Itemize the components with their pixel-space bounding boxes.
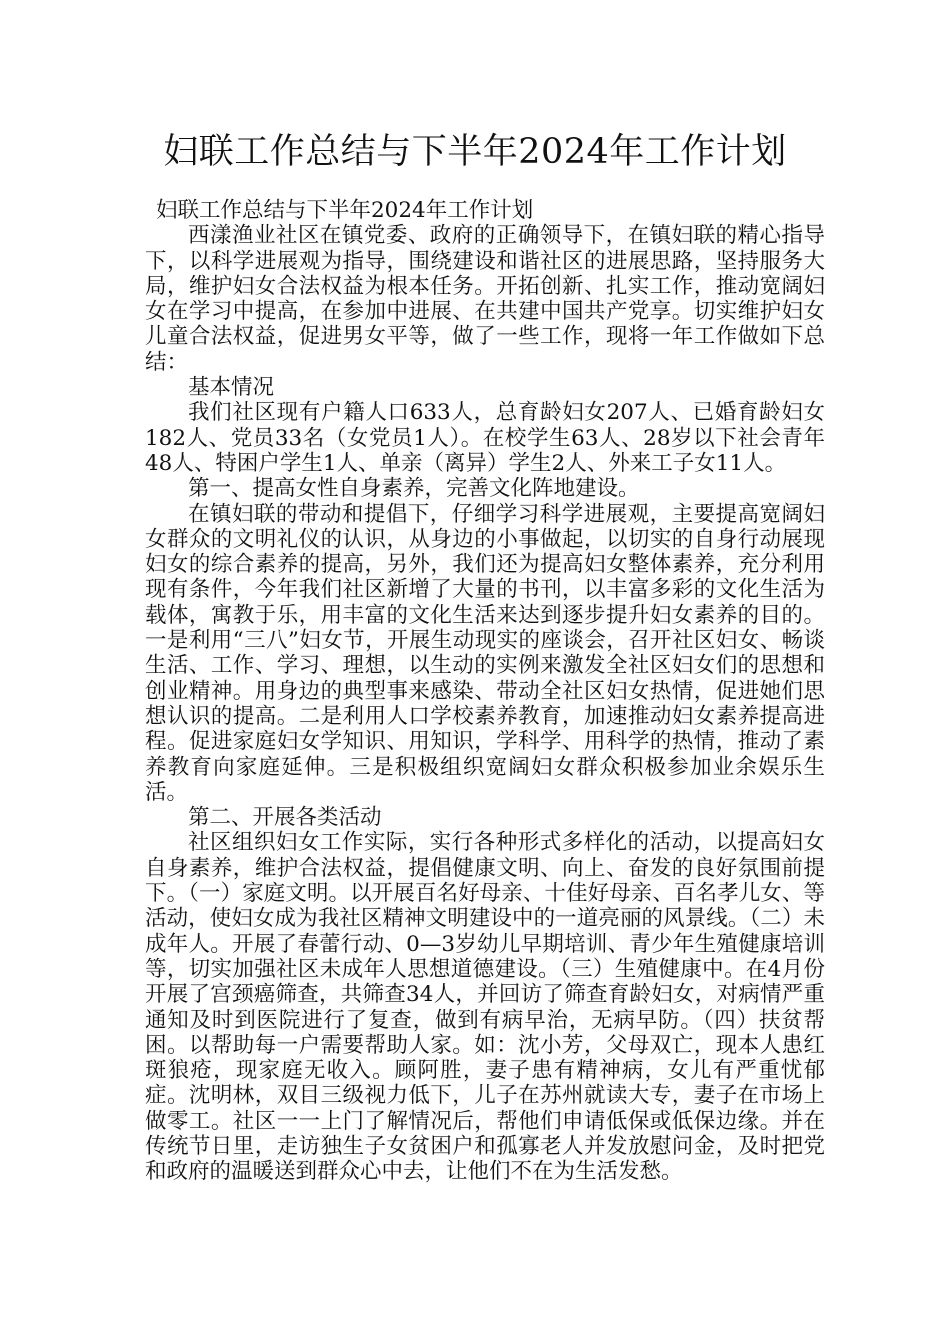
document-title: 妇联工作总结与下半年2024年工作计划 (163, 132, 787, 172)
second-section-paragraph: 社区组织妇女工作实际，实行各种形式多样化的活动，以提高妇女自身素养，维护合法权益，提倡健康文明、向上、奋发的良好氛围前提下。（一）家庭文明。以开展百名好母亲、十佳好母亲、百名孝儿女、等活动，使妇女成为我社区精神文明建设中的一道亮丽的风景线。（二）未成年人。开展了春蕾行动、0—3岁幼儿早期培训、青少年生殖健康培训等，切实加强社区未成年人思想道德建设。（三）生殖健康中。在4月份开展了宫颈癌筛查，共筛查34人，并回访了筛查育龄妇女，对病情严重通知及时到医院进行了复查，做到有病早治，无病早防。（四）扶贫帮困。以帮助每一户需要帮助人家。如：沈小芳，父母双亡，现本人患红斑狼疮，现家庭无收入。顾阿胜，妻子患有精神病，女儿有严重忧郁症。沈明林，双目三级视力低下，儿子在苏州就读大专，妻子在市场上做零工。社区一一上门了解情况后，帮他们申请低保或低保边缘。并在传统节日里，走访独生子女贫困户和孤寡老人并发放慰问金，及时把党和政府的温暖送到群众心中去，让他们不在为生活发愁。 (145, 830, 825, 1185)
document-subtitle: 妇联工作总结与下半年2024年工作计划 (156, 198, 534, 223)
basic-info-paragraph: 我们社区现有户籍人口633人，总育龄妇女207人、已婚育龄妇女182人、党员33名（女党员1人）。在校学生63人、28岁以下社会青年48人、特困户学生1人、单亲（离异）学生2人、外来工子女11人。 (145, 400, 825, 476)
first-section-paragraph: 在镇妇联的带动和提倡下，仔细学习科学进展观，主要提高宽阔妇女群众的文明礼仪的认识，从身边的小事做起，以切实的自身行动展现妇女的综合素养的提高，另外，我们还为提高妇女整体素养，充分利用现有条件，今年我们社区新增了大量的书刊，以丰富多彩的文化生活为载体，寓教于乐，用丰富的文化生活来达到逐步提升妇女素养的目的。一是利用“三八”妇女节，开展生动现实的座谈会，召开社区妇女、畅谈生活、工作、学习、理想，以生动的实例来激发全社区妇女们的思想和创业精神。用身边的典型事来感染、带动全社区妇女热情，促进她们思想认识的提高。二是利用人口学校素养教育，加速推动妇女素养提高进程。促进家庭妇女学知识、用知识，学科学、用科学的热情，推动了素养教育向家庭延伸。三是积极组织宽阔妇女群众积极参加业余娱乐生活。 (145, 501, 825, 805)
intro-paragraph: 西漾渔业社区在镇党委、政府的正确领导下，在镇妇联的精心指导下，以科学进展观为指导，围绕建设和谐社区的进展思路，坚持服务大局，维护妇女合法权益为根本任务。开拓创新、扎实工作，推动宽阔妇女在学习中提高，在参加中进展、在共建中国共产党享。切实维护妇女儿童合法权益，促进男女平等，做了一些工作，现将一年工作做如下总结： (145, 223, 825, 375)
section-heading-second: 第二、开展各类活动 (188, 805, 382, 831)
section-heading-basic: 基本情况 (188, 375, 275, 401)
section-heading-first: 第一、提高女性自身素养，完善文化阵地建设。 (188, 476, 640, 502)
document-body (145, 198, 825, 1185)
